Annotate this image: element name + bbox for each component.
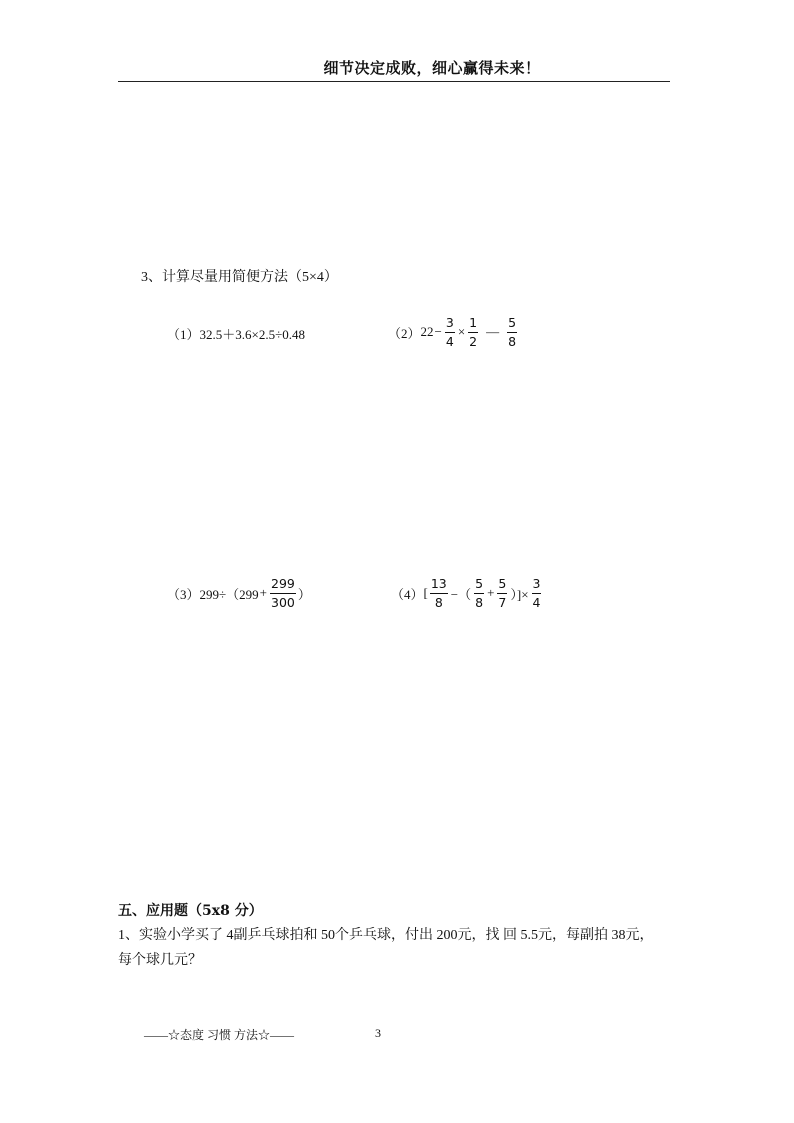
denominator: 2	[469, 333, 478, 349]
problem-3-tail: ）	[297, 586, 311, 602]
numerator: 1	[468, 316, 478, 333]
denominator: 8	[475, 594, 484, 610]
problem-4	[391, 571, 543, 615]
problem-1-expr: 32.5＋3.6×2.5÷0.48	[199, 326, 305, 342]
section5-title: 五、应用题（5x8 分）	[118, 903, 263, 919]
header-rule	[118, 81, 670, 82]
problem-1	[167, 316, 305, 350]
problem-2-fraction-3	[507, 316, 517, 349]
denominator: 8	[508, 333, 517, 349]
problem-3-label: （3）	[167, 586, 200, 602]
problem-4-fraction-2	[474, 577, 484, 610]
problem-4-fraction-4	[532, 577, 542, 610]
problem-2-op3: —	[486, 324, 500, 339]
denominator: 4	[532, 594, 541, 610]
denominator: 8	[434, 594, 443, 610]
problem-2-lead: 22	[420, 324, 434, 339]
problem-4-open: [	[423, 585, 428, 600]
numerator: 5	[474, 577, 484, 594]
numerator: 3	[445, 316, 455, 333]
page-number: 3	[375, 1026, 381, 1040]
problem-2-fraction-2	[468, 316, 478, 349]
numerator: 299	[270, 577, 296, 594]
problem-4-close: ）]×	[510, 586, 529, 602]
numerator: 5	[497, 577, 507, 594]
problem-1-label: （1）	[167, 326, 200, 342]
problem-2	[388, 310, 519, 354]
denominator: 7	[498, 594, 507, 610]
problem-2-fraction-1	[445, 316, 455, 349]
section3-title: 3、计算尽量用简便方法（5×4）	[141, 270, 338, 285]
problem-2-op1: −	[434, 324, 442, 339]
numerator: 3	[532, 577, 542, 594]
denominator: 4	[445, 333, 454, 349]
problem-2-label: （2）	[388, 325, 421, 341]
numerator: 13	[430, 577, 448, 594]
denominator: 300	[271, 594, 295, 610]
problem-4-fraction-3	[497, 577, 507, 610]
problem-3-fraction	[270, 577, 296, 610]
problem-4-fraction-1	[430, 577, 448, 610]
problem-4-label: （4）	[391, 586, 424, 602]
header-motto: 细节决定成败，细心赢得未来！	[323, 61, 541, 77]
problem-2-op2: ×	[457, 324, 466, 339]
problem-3-lead: 299÷（299	[199, 586, 259, 602]
question-1-line-2: 每个球几元？	[118, 953, 202, 968]
footer-slogan: ——☆态度 习惯 方法☆——	[144, 1028, 295, 1042]
problem-4-op1: −（	[450, 586, 472, 602]
numerator: 5	[507, 316, 517, 333]
problem-4-op2: +	[487, 585, 495, 600]
question-1-line-1: 1、实验小学买了 4副乒乓球拍和 50个乒乓球，付出 200元，找 回 5.5元，每副拍 38元，	[118, 928, 654, 943]
problem-3-op1: +	[259, 585, 267, 600]
problem-3	[167, 571, 311, 615]
